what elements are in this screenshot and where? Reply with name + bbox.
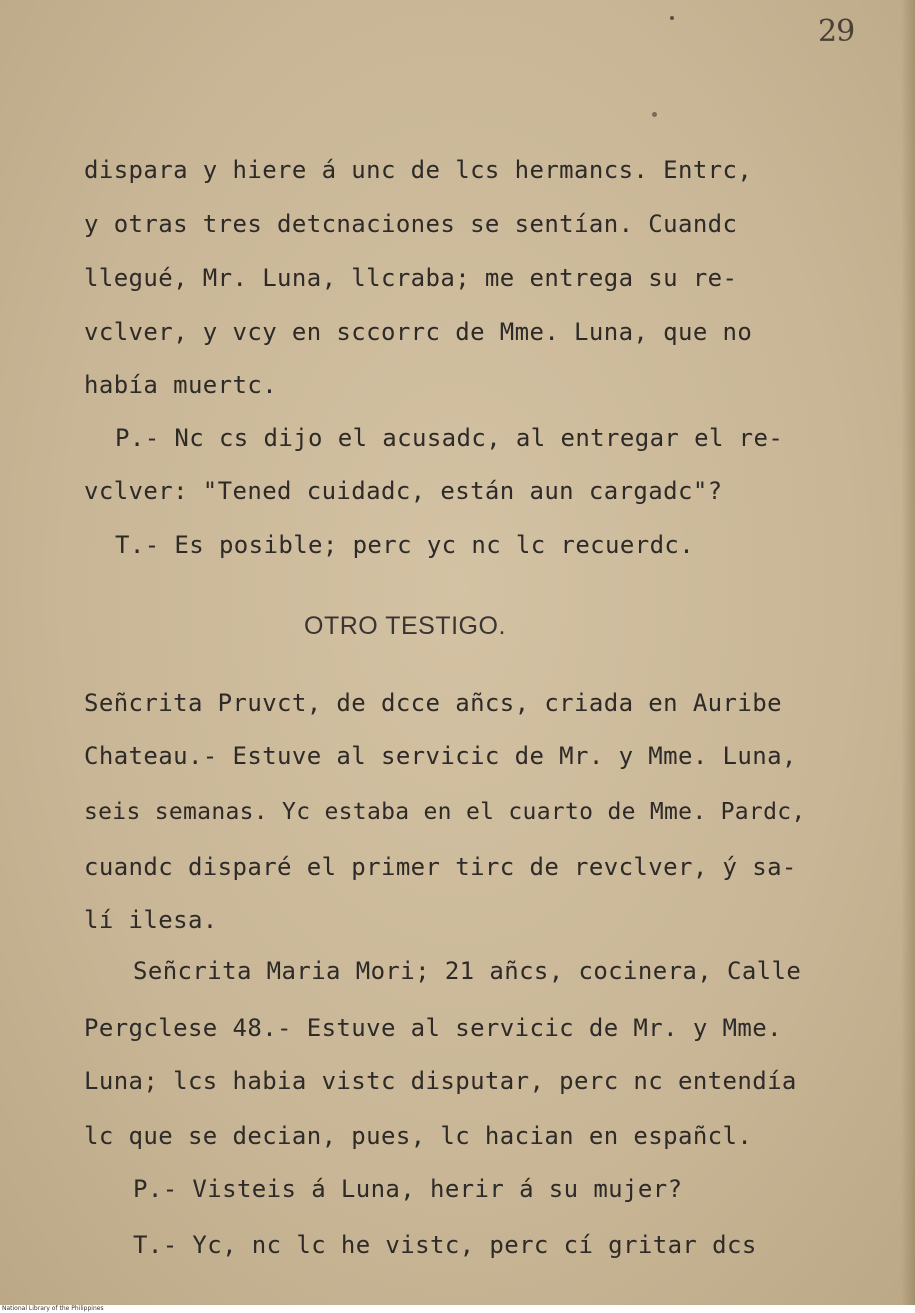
text-line: había muertc. (84, 371, 278, 399)
text-line: P.- Visteis á Luna, herir á su mujer? (133, 1175, 683, 1203)
text-line: lí ilesa. (84, 906, 218, 934)
section-heading: OTRO TESTIGO. (304, 612, 506, 640)
text-line: Señcrita Pruvct, de dcce añcs, criada en Auribe (84, 689, 782, 717)
text-line: vclver, y vcy en sccorrc de Mme. Luna, que no (84, 318, 753, 346)
text-line: vclver: "Tened cuidadc, están aun cargadc"? (84, 477, 723, 505)
text-line: seis semanas. Yc estaba en el cuarto de Mme. Pardc, (84, 799, 806, 825)
text-line: T.- Es posible; perc yc nc lc recuerdc. (115, 531, 695, 559)
text-line: P.- Nc cs dijo el acusadc, al entregar el re- (115, 424, 784, 452)
text-line: y otras tres detcnaciones se sentían. Cuandc (84, 210, 738, 238)
ink-speck (670, 16, 674, 20)
page-edge-shadow (901, 0, 915, 1305)
text-line: cuandc disparé el primer tirc de revclver, ý sa- (84, 853, 797, 881)
text-line: Pergclese 48.- Estuve al servicic de Mr. y Mme. (84, 1014, 782, 1042)
page-number: 29 (818, 14, 855, 49)
text-line: Chateau.- Estuve al servicic de Mr. y Mme. Luna, (84, 742, 797, 770)
text-line: Luna; lcs habia vistc disputar, perc nc entendía (84, 1067, 797, 1095)
footer-credit: National Library of the Philippines (2, 1305, 104, 1312)
text-line: T.- Yc, nc lc he vistc, perc cí gritar dcs (133, 1231, 757, 1259)
ink-speck (652, 112, 657, 117)
text-line: lc que se decian, pues, lc hacian en españcl. (84, 1122, 753, 1150)
text-line: dispara y hiere á unc de lcs hermancs. Entrc, (84, 156, 753, 184)
text-line: llegué, Mr. Luna, llcraba; me entrega su re- (84, 264, 738, 292)
text-line: Señcrita Maria Mori; 21 añcs, cocinera, Calle (133, 957, 802, 985)
footer-bar (0, 1305, 915, 1313)
